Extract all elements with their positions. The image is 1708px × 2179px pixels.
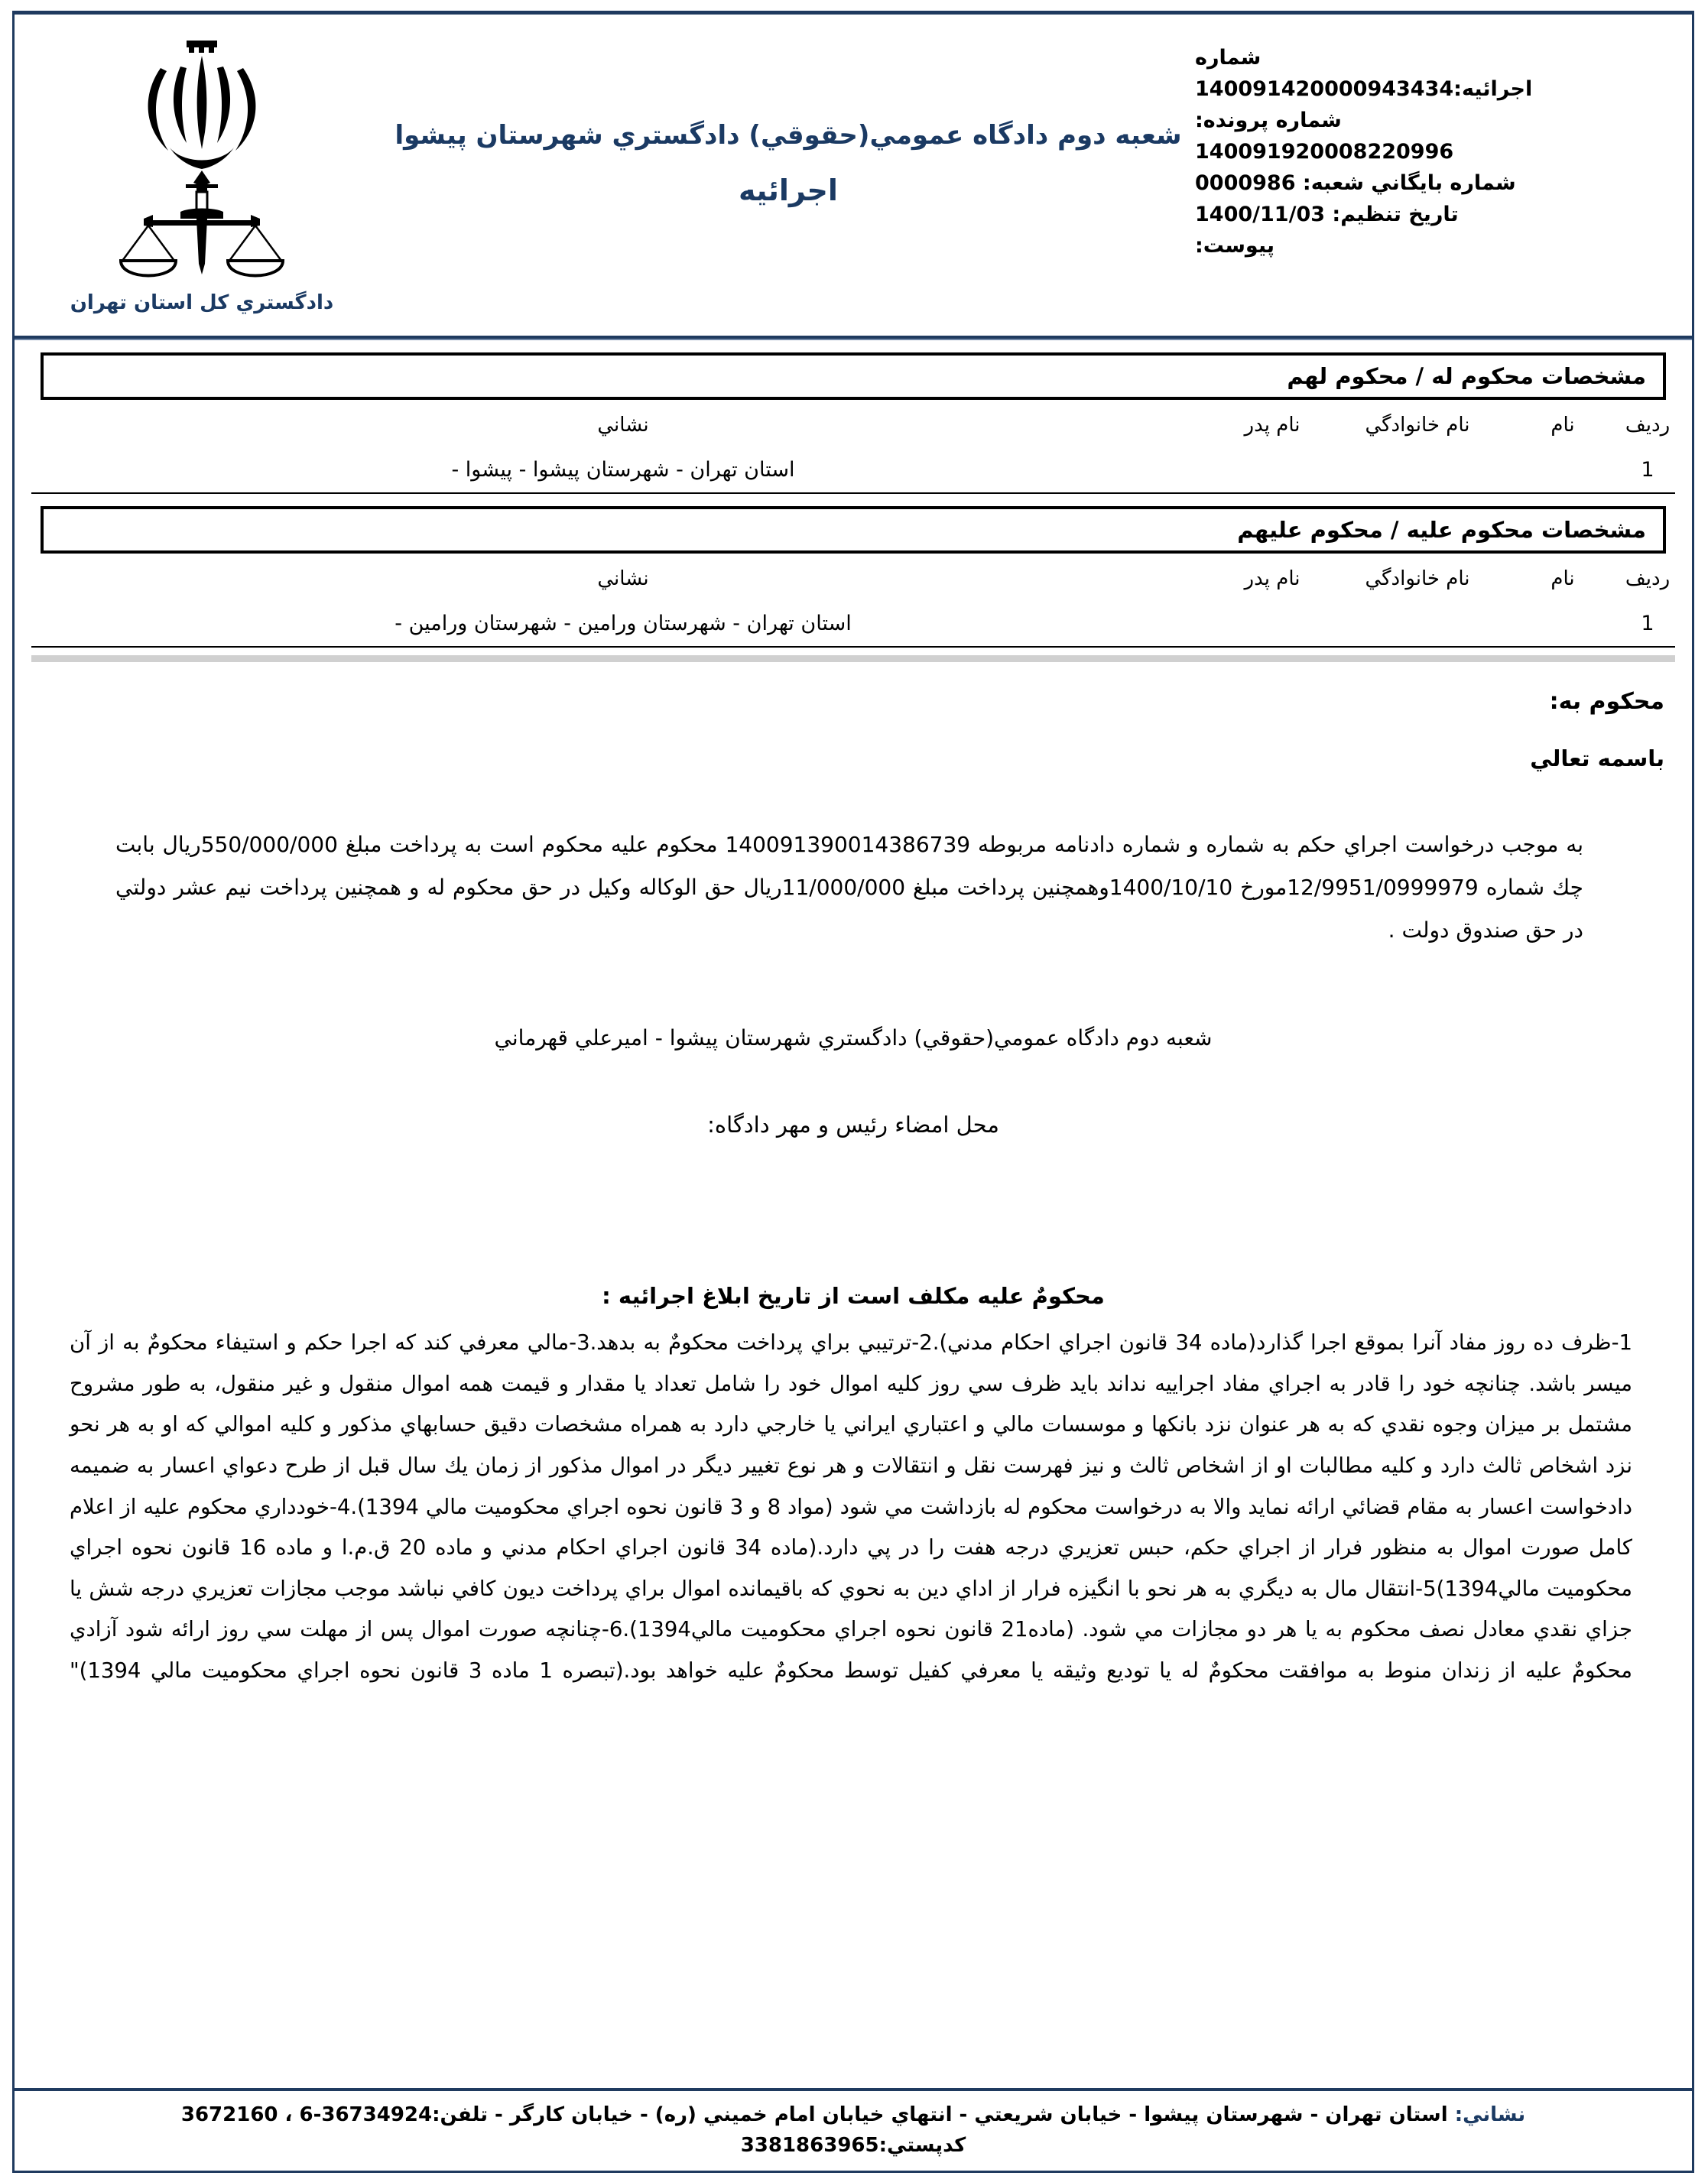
header-separator [15, 336, 1692, 340]
defendant-col-radif: رديف [1625, 567, 1671, 590]
footer-postal-line [34, 2134, 1672, 2157]
defendant-col-father: نام پدر [1244, 567, 1300, 590]
meta-date: تاريخ تنظيم: 1400/11/03 [1195, 203, 1459, 227]
plaintiff-col-name: نام [1551, 414, 1575, 437]
footer-postal-value: 3381863965 [740, 2134, 879, 2157]
plaintiff-col-family: نام خانوادگي [1365, 414, 1470, 437]
footer-postal-label: كدپستي: [878, 2134, 966, 2157]
basmala-text: باسمه تعالي [1530, 745, 1664, 771]
defendant-section-header [41, 506, 1666, 554]
meta-case-number: 140091920008220996 [1195, 140, 1454, 164]
notice-paragraph: 1-ظرف ده روز مفاد آنرا بموقع اجرا گذارد(ماده 34 قانون اجراي احكام مدني).2-ترتيبي براي پرداخت محكومٌ به بدهد.3-مالي معرفي كند كه اجرا حكم و استيفاء محكومٌ به از آن ميسر باشد. چنانچه خود را قادر به اجراي مفاد اجراييه نداند بايد ظرف سي روز كليه اموال خود را شامل تعداد يا مقدار و قيمت همه اموال منقول و غير منقول، به طور مشروح مشتمل بر ميزان وجوه نقدي كه به هر عنوان نزد بانكها و موسسات مالي و اعتباري ايراني يا خارجي دارد به همراه مشخصات دقيق حسابهاي مذكور و كليه اموالي كه او به هر نحو نزد اشخاص ثالث دارد و كليه مطالبات او از اشخاص ثالث و نيز فهرست نقل و انتقالات و هر نوع تغيير ديگر در اموال مذكور از زمان يك سال قبل از طرح دعواي اعسار به ضميمه دادخواست اعسار به مقام قضائي ارائه نمايد والا به درخواست محكوم له بازداشت مي شود (مواد 8 و 3 قانون نحوه اجراي محكوميت مالي 1394).4-خودداري محكوم عليه از اعلام كامل صورت اموال به منظور فرار از اجراي حكم، حبس تعزيري درجه هفت را در پي دارد.(ماده 34 قانون اجراي احكام مدني و ماده 20 ق.م.ا و ماده 16 قانون نحوه اجراي محكوميت مالي1394)5-انتقال مال به ديگري به هر نحو با انگيزه فرار از اداي دين به نحوي كه باقيمانده اموال براي پرداخت ديون كافي نباشد موجب مجازات تعزيري درجه شش يا جزاي نقدي معادل نصف محكوم به يا هر دو مجازات مي شود. (ماده21 قانون نحوه اجراي محكوميت مالي1394).6-چنانچه صورت اموال پس از مهلت سي روز ارائه شود آزادي محكومٌ عليه از زندان منوط به موافقت محكومٌ له يا توديع وثيقه يا معرفي كفيل توسط محكومٌ عليه خواهد بود.(تبصره 1 ماده 3 قانون نحوه اجراي محكوميت مالي 1394)" [70, 1330, 1633, 1683]
header-title-block [382, 28, 1195, 207]
defendant-row-name [1505, 601, 1620, 647]
court-title: شعبه دوم دادگاه عمومي(حقوقي) دادگستري شهرستان پيشوا [395, 120, 1182, 151]
section-divider [31, 655, 1675, 662]
defendant-row-father [1215, 601, 1330, 647]
judge-signature-line: شعبه دوم دادگاه عمومي(حقوقي) دادگستري شهرستان پيشوا - امیرعلي قهرماني [494, 1025, 1213, 1051]
plaintiff-section-title: مشخصات محكوم له / محكوم لهم [1287, 363, 1646, 389]
document-footer [15, 2088, 1692, 2171]
table-row [31, 601, 1675, 647]
defendant-col-address: نشاني [597, 567, 649, 590]
plaintiff-col-father: نام پدر [1244, 414, 1300, 437]
document-header [15, 15, 1692, 336]
plaintiff-col-radif: رديف [1625, 414, 1671, 437]
header-metadata-block [1195, 28, 1684, 261]
header-emblem-block [22, 28, 382, 314]
defendant-section-title: مشخصات محكوم عليه / محكوم عليهم [1237, 517, 1646, 543]
defendant-col-family: نام خانوادگي [1365, 567, 1470, 590]
meta-case-number-label: شماره پرونده: [1195, 109, 1342, 133]
defendant-row-family [1330, 601, 1505, 647]
plaintiff-row-father [1215, 447, 1330, 493]
footer-address-value: استان تهران - شهرستان پيشوا - خيابان شريعتي - انتهاي خيابان امام خميني (ره) - خيابان كارگر - تلفن:36734924-6 ، 3672160 [180, 2103, 1448, 2126]
meta-attachment: پيوست: [1195, 234, 1275, 258]
plaintiff-row-name [1505, 447, 1620, 493]
organization-name: دادگستري كل استان تهران [70, 291, 334, 314]
defendant-table [31, 557, 1675, 648]
plaintiff-table [31, 403, 1675, 494]
plaintiff-col-address: نشاني [597, 414, 649, 437]
defendant-row-address: استان تهران - شهرستان ورامين - شهرستان ورامين - [395, 612, 852, 635]
meta-archive-number: شماره بايگاني شعبه: 0000986 [1195, 171, 1516, 196]
plaintiff-row-family [1330, 447, 1505, 493]
plaintiff-table-header-row [31, 403, 1675, 447]
plaintiff-row-address: استان تهران - شهرستان پيشوا - پيشوا - [451, 458, 795, 482]
plaintiff-section-header [41, 352, 1666, 400]
ruling-paragraph: به موجب درخواست اجراي حكم به شماره و شماره دادنامه مربوطه 140091390014386739 محكوم عليه محكوم است به پرداخت مبلغ 550/000/000ريال بابت چك شماره 12/9951/0999979مورخ 1400/10/10وهمچنين پرداخت مبلغ 11/000/000ريال حق الوكاله وكيل در حق محكوم له و همچنين پرداخت نيم عشر دولتي در حق صندوق دولت . [115, 832, 1584, 943]
notice-heading: محكومٌ عليه مكلف است از تاريخ ابلاغ اجرائيه : [602, 1283, 1105, 1309]
signature-stamp-label: محل امضاء رئيس و مهر دادگاه: [707, 1112, 999, 1138]
footer-address-line [34, 2103, 1672, 2126]
defendant-row-radif: 1 [1641, 612, 1654, 635]
document-sheet [12, 11, 1694, 2173]
document-type-title: اجرائيه [739, 173, 838, 207]
defendant-col-name: نام [1551, 567, 1575, 590]
table-row [31, 447, 1675, 493]
footer-address-label: نشاني: [1454, 2103, 1526, 2126]
meta-line-1: شماره [1195, 46, 1262, 70]
iran-judiciary-emblem-icon [22, 34, 382, 287]
document-body [15, 352, 1692, 1692]
meta-execution-number: اجرائيه:140091420000943434 [1195, 77, 1533, 102]
defendant-table-header-row [31, 557, 1675, 601]
judgment-amount-label: محكوم به: [1549, 688, 1664, 715]
plaintiff-row-radif: 1 [1641, 458, 1654, 482]
